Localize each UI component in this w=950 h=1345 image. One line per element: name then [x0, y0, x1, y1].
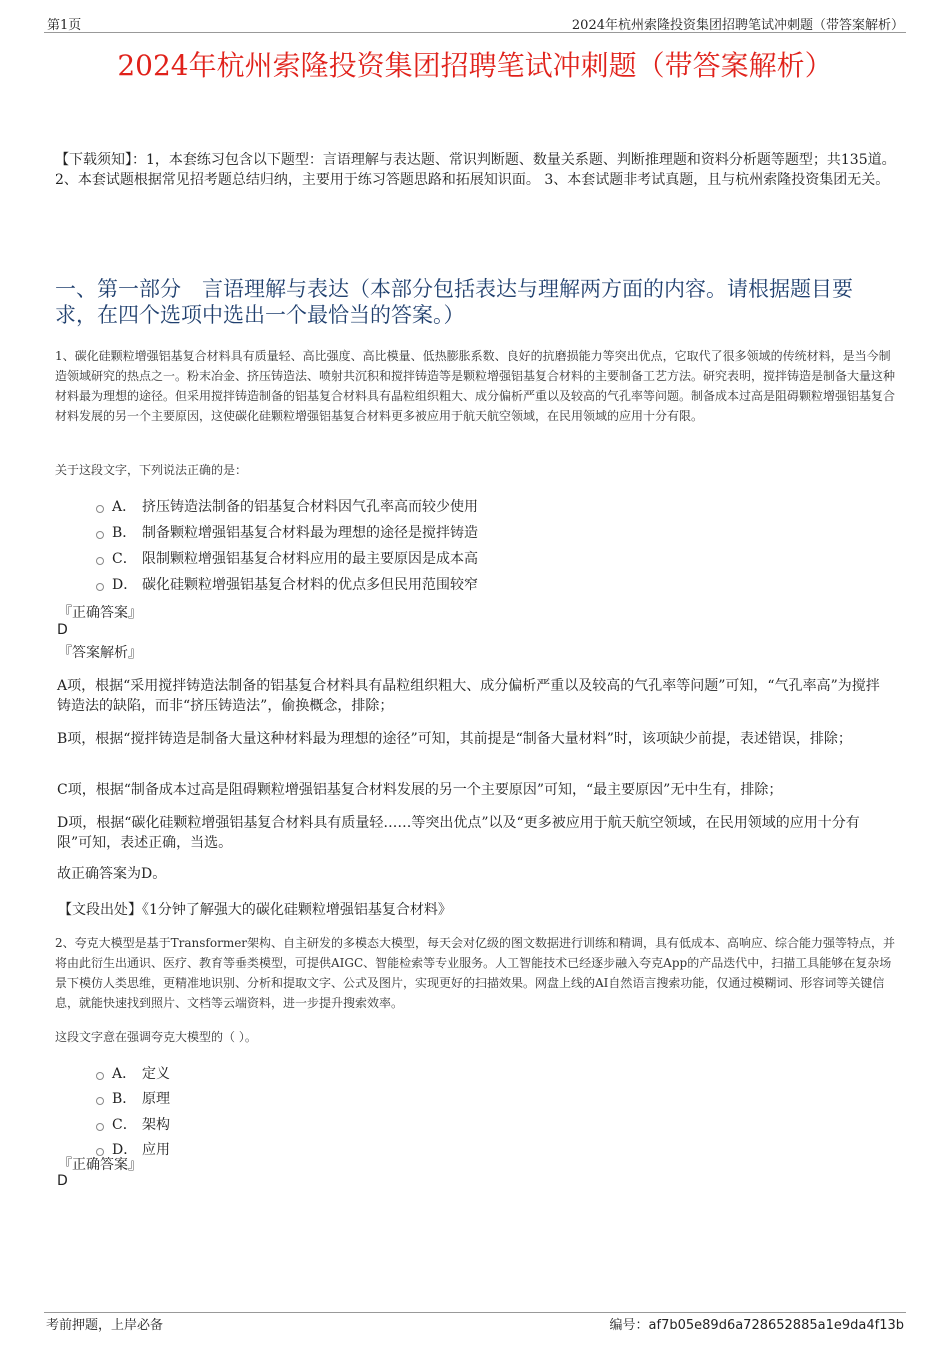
option-letter: B．	[112, 1091, 137, 1107]
q1-analysis-b: B项，根据“搅拌铸造是制备大量这种材料最为理想的途径”可知，其前提是“制备大量材料”时，该项缺少前提，表述错误，排除；	[57, 731, 852, 747]
option-letter: C．	[112, 551, 137, 567]
header-divider	[44, 32, 906, 33]
radio-icon[interactable]	[96, 1123, 104, 1131]
footer-code-label: 编号：	[609, 1318, 649, 1333]
option-letter: B．	[112, 525, 137, 541]
q2-answer: D	[57, 1173, 68, 1189]
option-text: 定义	[142, 1066, 170, 1082]
footer-code-value: af7b05e89d6a728652885a1e9da4f13b	[648, 1318, 904, 1333]
option-letter: A．	[112, 499, 137, 515]
option-text: 碳化硅颗粒增强铝基复合材料的优点多但民用范围较窄	[142, 577, 478, 593]
radio-icon[interactable]	[96, 1097, 104, 1105]
q2-stem: 这段文字意在强调夸克大模型的（ ）。	[55, 1030, 257, 1044]
q1-answer: D	[57, 622, 68, 638]
footer-code	[610, 1314, 904, 1333]
q1-stem: 关于这段文字，下列说法正确的是：	[55, 463, 248, 477]
q1-conclusion: 故正确答案为D。	[57, 866, 167, 882]
header-page-number: 第1页	[47, 18, 82, 33]
footer-divider	[44, 1312, 906, 1313]
option-text: 应用	[142, 1142, 170, 1158]
q1-option-b[interactable]	[96, 522, 478, 542]
footer-slogan: 考前押题，上岸必备	[46, 1318, 164, 1333]
q1-analysis-d: D项，根据“碳化硅颗粒增强铝基复合材料具有质量轻……等突出优点”以及“更多被应用于航天航空领域，在民用领域的应用十分有限”可知，表述正确，当选。	[57, 815, 860, 851]
q2-option-b[interactable]	[96, 1088, 170, 1108]
option-letter: A．	[112, 1066, 137, 1082]
q1-analysis-c: C项，根据“制备成本过高是阻碍颗粒增强铝基复合材料发展的另一个主要原因”可知，“最主要原因”无中生有，排除；	[57, 782, 783, 798]
option-text: 挤压铸造法制备的铝基复合材料因气孔率高而较少使用	[142, 499, 478, 515]
q1-source: 【文段出处】《1分钟了解强大的碳化硅颗粒增强铝基复合材料》	[58, 902, 452, 918]
option-text: 架构	[142, 1117, 170, 1133]
option-letter: C．	[112, 1117, 137, 1133]
q1-analysis-label: 『答案解析』	[58, 645, 142, 661]
option-text: 制备颗粒增强铝基复合材料最为理想的途径是搅拌铸造	[142, 525, 478, 541]
radio-icon[interactable]	[96, 1072, 104, 1080]
option-letter: D．	[112, 577, 138, 593]
q1-analysis-a: A项，根据“采用搅拌铸造法制备的铝基复合材料具有晶粒组织粗大、成分偏析严重以及较高的气孔率等问题”可知，“气孔率高”为搅拌铸造法的缺陷，而非“挤压铸造法”，偷换概念，排除；	[57, 678, 880, 714]
option-text: 原理	[142, 1091, 170, 1107]
q1-option-a[interactable]	[96, 496, 478, 516]
q1-option-c[interactable]	[96, 548, 478, 568]
download-notice: 【下载须知】：1，本套练习包含以下题型：言语理解与表达题、常识判断题、数量关系题、判断推理题和资料分析题等题型；共135道。 2、本套试题根据常见招考题总结归纳，主要用于练习答题思路和拓展知识面。 3、本套试题非考试真题，且与杭州索隆投资集团无关。	[55, 152, 896, 188]
page-title: 2024年杭州索隆投资集团招聘笔试冲刺题（带答案解析）	[117, 49, 833, 82]
header-doc-title: 2024年杭州索隆投资集团招聘笔试冲刺题（带答案解析）	[571, 18, 904, 33]
q2-option-a[interactable]	[96, 1063, 170, 1083]
q2-option-c[interactable]	[96, 1114, 170, 1134]
q1-answer-label: 『正确答案』	[58, 605, 142, 621]
section-title: 一、第一部分 言语理解与表达（本部分包括表达与理解两方面的内容。请根据题目要求，在四个选项中选出一个最恰当的答案。）	[55, 277, 853, 327]
q1-passage: 1、碳化硅颗粒增强铝基复合材料具有质量轻、高比强度、高比模量、低热膨胀系数、良好的抗磨损能力等突出优点，它取代了很多领域的传统材料，是当今制造领域研究的热点之一。粉末冶金、挤压铸造法、喷射共沉积和搅拌铸造等是颗粒增强铝基复合材料的主要制备工艺方法。研究表明，搅拌铸造是制备大量这种材料最为理想的途径。但采用搅拌铸造制备的铝基复合材料具有晶粒组织粗大、成分偏析严重以及较高的气孔率等问题。制备成本过高是阻碍颗粒增强铝基复合材料发展的另一个主要原因，这使碳化硅颗粒增强铝基复合材料更多被应用于航天航空领域，在民用领域的应用十分有限。	[55, 349, 896, 423]
option-text: 限制颗粒增强铝基复合材料应用的最主要原因是成本高	[142, 551, 478, 567]
q2-answer-label: 『正确答案』	[58, 1157, 142, 1173]
option-letter: D．	[112, 1142, 138, 1158]
radio-icon[interactable]	[96, 583, 104, 591]
radio-icon[interactable]	[96, 505, 104, 513]
q1-option-d[interactable]	[96, 574, 478, 594]
radio-icon[interactable]	[96, 557, 104, 565]
q2-passage: 2、夸克大模型是基于Transformer架构、自主研发的多模态大模型，每天会对亿级的图文数据进行训练和精调，具有低成本、高响应、综合能力强等特点，并将由此衍生出通识、医疗、教育等垂类模型，可提供AIGC、智能检索等专业服务。人工智能技术已经逐步融入夸克App的产品迭代中，扫描工具能够在复杂场景下模仿人类思维，更精准地识别、分析和提取文字、公式及图片，实现更好的扫描效果。网盘上线的AI自然语言搜索功能，仅通过模糊词、形容词等关键信息，就能快速找到照片、文档等云端资料，进一步提升搜索效率。	[55, 936, 896, 1010]
radio-icon[interactable]	[96, 531, 104, 539]
